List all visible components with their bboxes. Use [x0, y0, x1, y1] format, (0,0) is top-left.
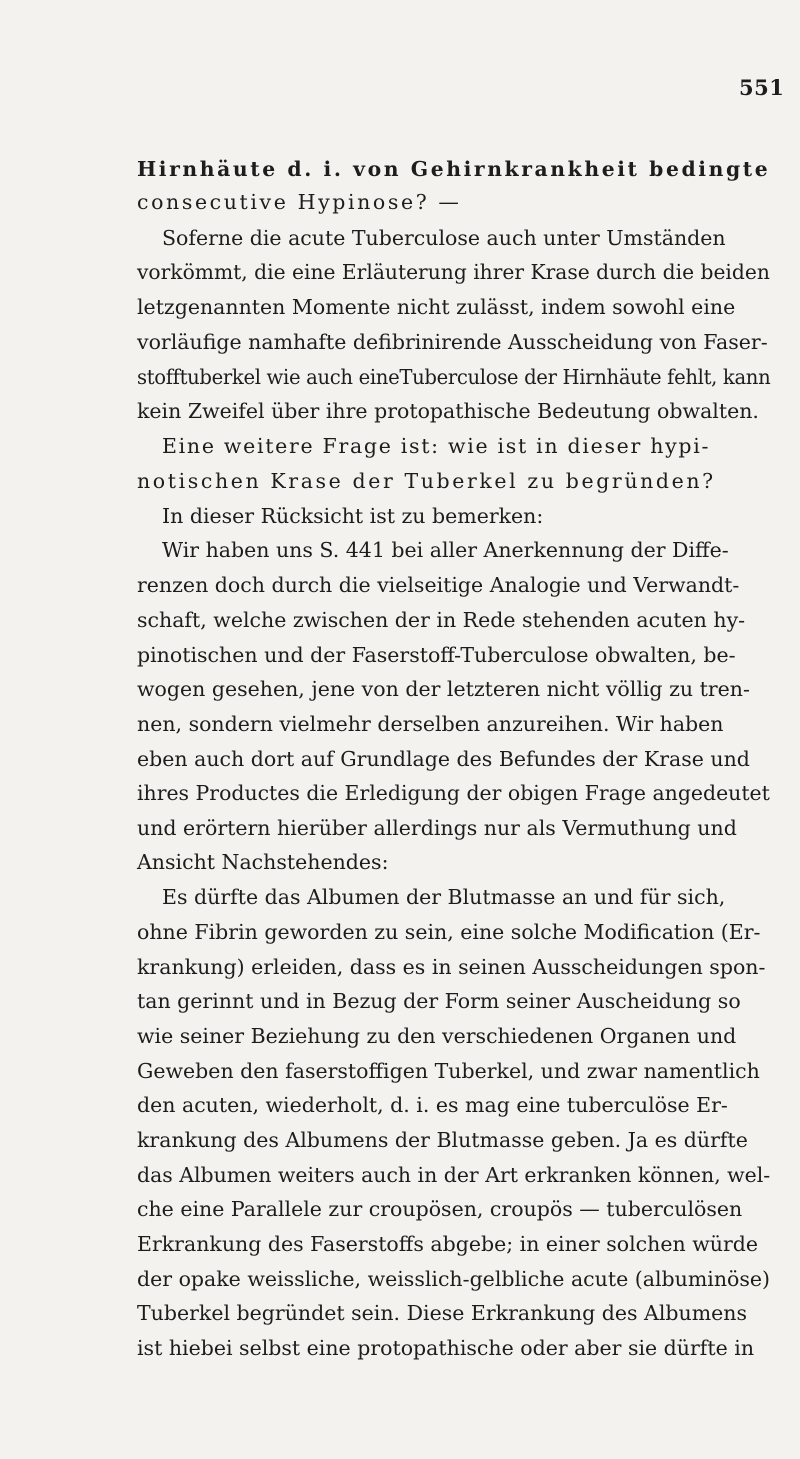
- text-line: den acuten, wiederholt, d. i. es mag eine tuberculöse Er-: [137, 1093, 728, 1117]
- text-line: schaft, welche zwischen der in Rede stehenden acuten hy-: [137, 608, 746, 632]
- text-line: In dieser Rücksicht ist zu bemerken:: [162, 504, 544, 528]
- text-line: krankung des Albumens der Blutmasse geben. Ja es dürfte: [137, 1128, 748, 1152]
- page-number: 551: [739, 75, 785, 100]
- text-line: che eine Parallele zur croupösen, croupös — tuberculösen: [137, 1197, 743, 1221]
- text-line: kein Zweifel über ihre protopathische Bedeutung obwalten.: [137, 399, 759, 423]
- text-line: Erkrankung des Faserstoffs abgebe; in einer solchen würde: [137, 1232, 759, 1256]
- text-line: eben auch dort auf Grundlage des Befundes der Krase und: [137, 747, 750, 771]
- text-line: renzen doch durch die vielseitige Analogie und Verwandt-: [137, 573, 740, 597]
- text-line: pinotischen und der Faserstoff-Tuberculose obwalten, be-: [137, 643, 736, 667]
- text-line: und erörtern hierüber allerdings nur als Vermuthung und: [137, 816, 737, 840]
- text-line: Tuberkel begründet sein. Diese Erkrankung des Albumens: [137, 1301, 748, 1325]
- text-line: krankung) erleiden, dass es in seinen Ausscheidungen spon-: [137, 955, 766, 979]
- text-line: Geweben den faserstoffigen Tuberkel, und zwar namentlich: [137, 1059, 760, 1083]
- text-line: der opake weissliche, weisslich-gelbliche acute (albuminöse): [137, 1267, 771, 1291]
- text-line: Soferne die acute Tuberculose auch unter Umständen: [162, 226, 726, 250]
- text-line: ihres Productes die Erledigung der obigen Frage angedeutet: [137, 781, 770, 805]
- text-line: vorläufige namhafte defibrinirende Ausscheidung von Faser-: [137, 330, 768, 354]
- text-line: das Albumen weiters auch in der Art erkranken können, wel-: [137, 1163, 771, 1187]
- text-line: ohne Fibrin geworden zu sein, eine solche Modification (Er-: [137, 920, 761, 944]
- text-line: nen, sondern vielmehr derselben anzureihen. Wir haben: [137, 712, 724, 736]
- heading-line: consecutive Hypinose? —: [137, 190, 462, 214]
- text-line: wogen gesehen, jene von der letzteren nicht völlig zu tren-: [137, 677, 750, 701]
- heading-line: Hirnhäute d. i. von Gehirnkrankheit bedingte: [137, 157, 771, 181]
- text-line: ist hiebei selbst eine protopathische oder aber sie dürfte in: [137, 1336, 755, 1360]
- question-line: notischen Krase der Tuberkel zu begründen?: [137, 469, 716, 493]
- text-line: Wir haben uns S. 441 bei aller Anerkennung der Diffe-: [162, 538, 729, 562]
- question-line: Eine weitere Frage ist: wie ist in dieser hypi-: [162, 434, 711, 458]
- text-line: wie seiner Beziehung zu den verschiedenen Organen und: [137, 1024, 737, 1048]
- text-line: letzgenannten Momente nicht zulässt, indem sowohl eine: [137, 295, 736, 319]
- text-line: Es dürfte das Albumen der Blutmasse an und für sich,: [162, 885, 726, 909]
- text-line: stofftuberkel wie auch eineTuberculose der Hirnhäute fehlt, kann: [137, 365, 771, 389]
- text-line: Ansicht Nachstehendes:: [137, 850, 389, 874]
- text-line: vorkömmt, die eine Erläuterung ihrer Krase durch die beiden: [137, 260, 770, 284]
- text-line: tan gerinnt und in Bezug der Form seiner Auscheidung so: [137, 989, 741, 1013]
